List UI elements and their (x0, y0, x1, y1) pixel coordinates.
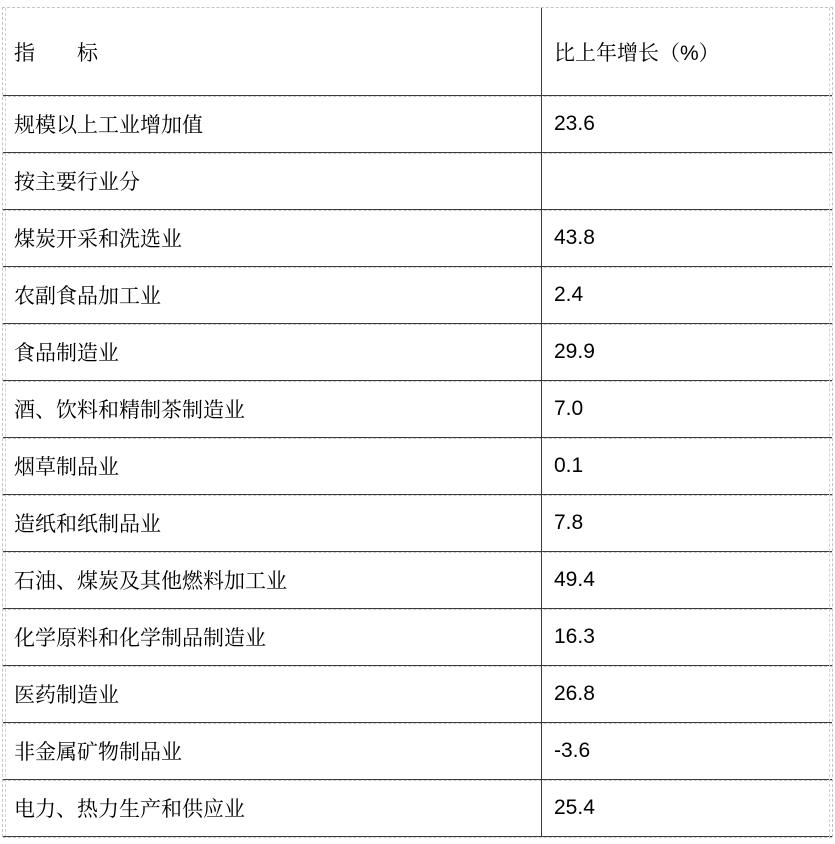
table-row (3, 780, 832, 837)
indicator-cell: 石油、煤炭及其他燃料加工业 (14, 570, 287, 593)
indicator-cell: 按主要行业分 (14, 171, 140, 194)
indicator-cell: 酒、饮料和精制茶制造业 (14, 399, 245, 422)
indicator-cell: 造纸和纸制品业 (14, 513, 161, 536)
table-body (3, 96, 832, 837)
value-cell: 2.4 (541, 267, 832, 323)
table-row (3, 210, 832, 267)
table-row (3, 381, 832, 438)
indicator-cell: 医药制造业 (14, 684, 119, 707)
value-cell: 16.3 (541, 609, 832, 665)
indicator-cell: 规模以上工业增加值 (14, 114, 203, 137)
table-row (3, 153, 832, 210)
value-cell: 25.4 (541, 780, 832, 836)
table-row (3, 267, 832, 324)
value-cell: 7.8 (541, 495, 832, 551)
value-cell (541, 153, 832, 209)
indicator-cell: 煤炭开采和洗选业 (14, 228, 182, 251)
table-row (3, 438, 832, 495)
header-cell-indicator: 指 标 (14, 41, 98, 65)
indicator-cell: 烟草制品业 (14, 456, 119, 479)
table-row (3, 324, 832, 381)
indicator-cell: 非金属矿物制品业 (14, 741, 182, 764)
value-cell: 23.6 (541, 96, 832, 152)
value-cell: 7.0 (541, 381, 832, 437)
value-cell: 29.9 (541, 324, 832, 380)
value-cell: 49.4 (541, 552, 832, 608)
value-cell: 26.8 (541, 666, 832, 722)
table-header-row (3, 8, 832, 96)
table-row (3, 609, 832, 666)
value-cell: -3.6 (541, 723, 832, 779)
table-row (3, 666, 832, 723)
table-row (3, 96, 832, 153)
value-cell: 0.1 (541, 438, 832, 494)
indicator-cell: 农副食品加工业 (14, 285, 161, 308)
table-row (3, 723, 832, 780)
indicator-cell: 电力、热力生产和供应业 (14, 798, 245, 821)
table-row (3, 495, 832, 552)
industry-growth-table (2, 7, 833, 837)
table-row (3, 552, 832, 609)
indicator-cell: 食品制造业 (14, 342, 119, 365)
header-cell-growth: 比上年增长（%） (541, 8, 832, 95)
value-cell: 43.8 (541, 210, 832, 266)
indicator-cell: 化学原料和化学制品制造业 (14, 627, 266, 650)
